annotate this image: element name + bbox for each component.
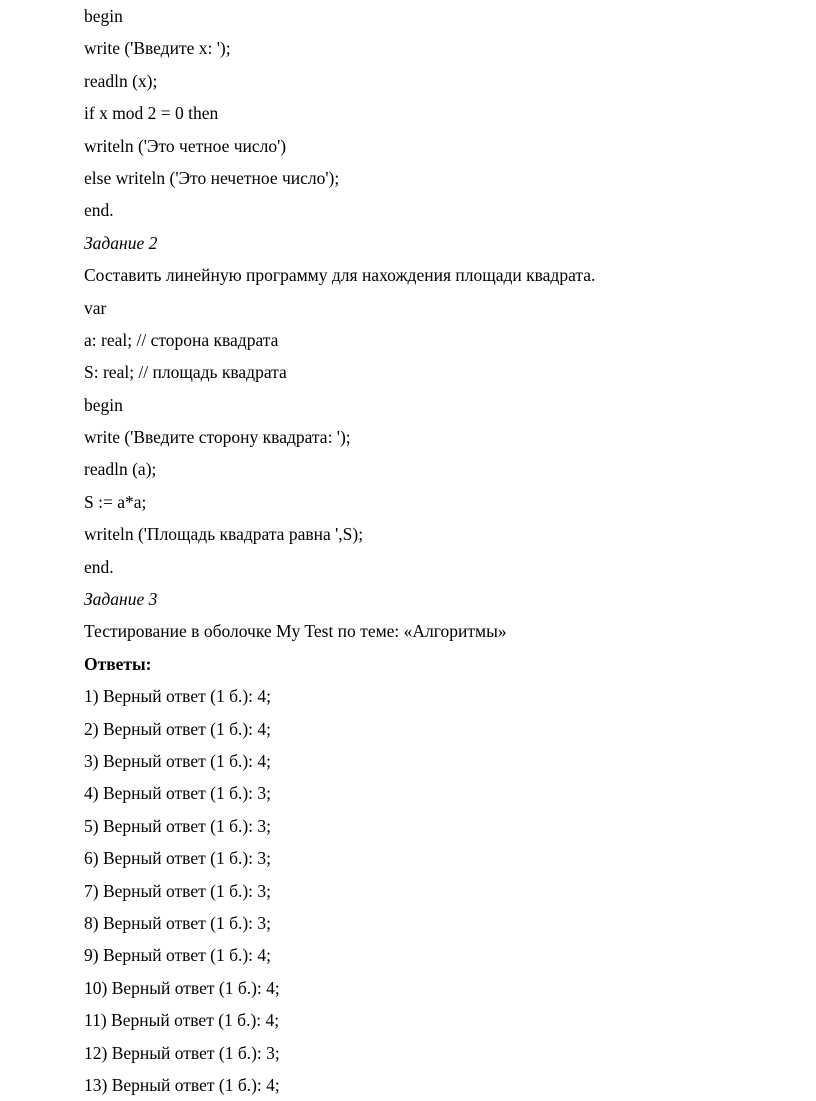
document-page	[84, 0, 784, 1101]
answer-item: 11) Верный ответ (1 б.): 4;	[84, 1010, 280, 1031]
task-2-description: Составить линейную программу для нахождения площади квадрата.	[84, 265, 596, 286]
code-line: else writeln ('Это нечетное число');	[84, 167, 340, 188]
answer-item: 13) Верный ответ (1 б.): 4;	[84, 1074, 280, 1095]
code-block-1	[84, 0, 784, 227]
task-3-heading: Задание 3	[84, 589, 158, 610]
answer-item: 3) Верный ответ (1 б.): 4;	[84, 750, 272, 771]
code-line: S := a*a;	[84, 491, 147, 512]
answers-list	[84, 680, 784, 1101]
answers-heading: Ответы:	[84, 653, 152, 674]
code-line: var	[84, 297, 107, 318]
answer-item: 4) Верный ответ (1 б.): 3;	[84, 783, 272, 804]
code-line: a: real; // сторона квадрата	[84, 329, 279, 350]
answer-item: 2) Верный ответ (1 б.): 4;	[84, 718, 272, 739]
code-line: S: real; // площадь квадрата	[84, 362, 287, 383]
code-line: end.	[84, 200, 114, 221]
task-3-description: Тестирование в оболочке My Test по теме: «Алгоритмы»	[84, 621, 507, 642]
answer-item: 10) Верный ответ (1 б.): 4;	[84, 977, 280, 998]
code-line: writeln ('Это четное число')	[84, 135, 287, 156]
answer-item: 1) Верный ответ (1 б.): 4;	[84, 686, 272, 707]
code-line: write ('Введите сторону квадрата: ');	[84, 427, 351, 448]
code-line: end.	[84, 556, 114, 577]
answer-item: 5) Верный ответ (1 б.): 3;	[84, 815, 272, 836]
code-line: readln (x);	[84, 70, 158, 91]
code-block-2	[84, 292, 784, 584]
code-line: begin	[84, 394, 123, 415]
task-2-heading: Задание 2	[84, 232, 158, 253]
answer-item: 7) Верный ответ (1 б.): 3;	[84, 880, 272, 901]
code-line: readln (a);	[84, 459, 157, 480]
code-line: writeln ('Площадь квадрата равна ',S);	[84, 524, 364, 545]
answer-item: 6) Верный ответ (1 б.): 3;	[84, 848, 272, 869]
answer-item: 9) Верный ответ (1 б.): 4;	[84, 945, 272, 966]
code-line: write ('Введите x: ');	[84, 38, 231, 59]
code-line: begin	[84, 6, 123, 26]
answer-item: 12) Верный ответ (1 б.): 3;	[84, 1042, 280, 1063]
code-line: if x mod 2 = 0 then	[84, 103, 219, 124]
answer-item: 8) Верный ответ (1 б.): 3;	[84, 912, 272, 933]
